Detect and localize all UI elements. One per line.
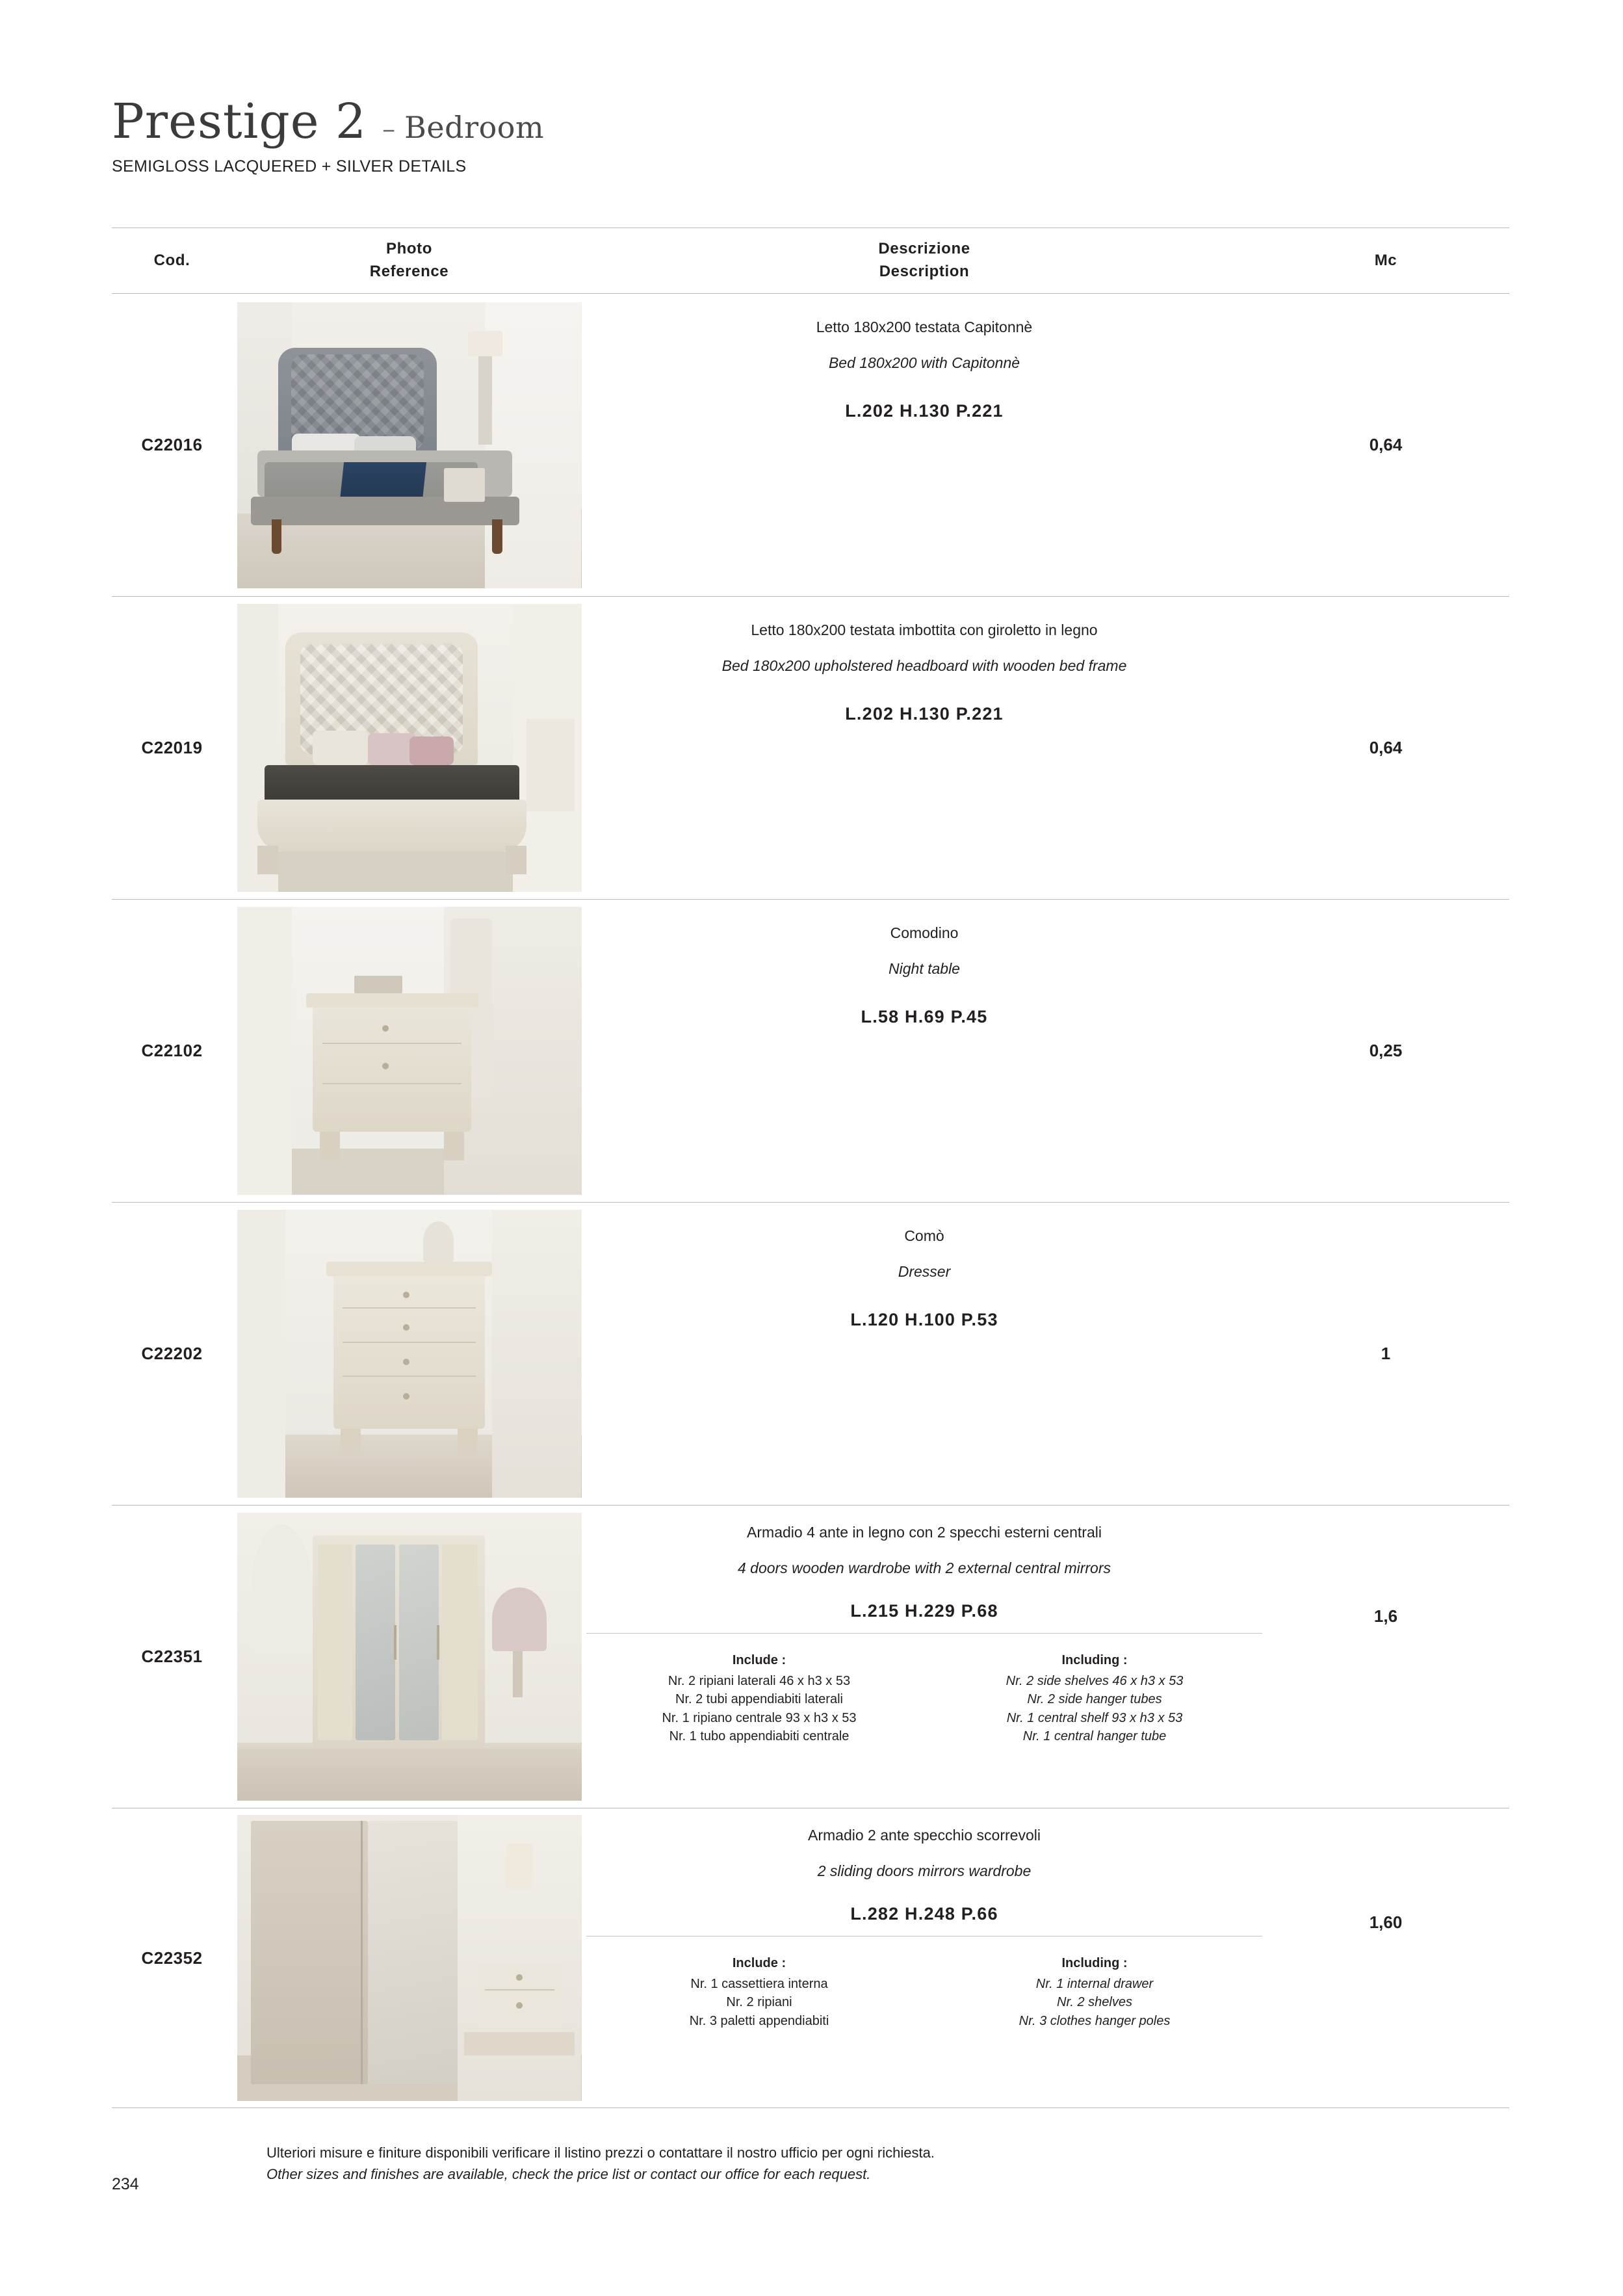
products-table bbox=[112, 228, 1509, 2108]
column-header-mc: Mc bbox=[1374, 251, 1397, 269]
product-dimensions: L.282 H.248 P.66 bbox=[850, 1904, 998, 1924]
table-bottom-rule bbox=[112, 2107, 1509, 2108]
includes-block bbox=[586, 1653, 1262, 1746]
footer-note bbox=[266, 2142, 1436, 2185]
page-header bbox=[112, 94, 1509, 176]
footer-note-italian: Ulteriori misure e finiture disponibili verificare il listino prezzi o contattare il nostro ufficio per ogni richiesta. bbox=[266, 2145, 935, 2161]
includes-line: Nr. 1 cassettiera interna bbox=[690, 1977, 828, 1991]
product-dimensions: L.58 H.69 P.45 bbox=[861, 1007, 988, 1026]
description-english: Dresser bbox=[898, 1262, 951, 1280]
product-volume: 1 bbox=[1381, 1344, 1391, 1363]
description-italian: Comò bbox=[904, 1227, 944, 1244]
column-header-photo-line2: Reference bbox=[369, 263, 449, 280]
page-title-sub: Bedroom bbox=[404, 110, 545, 145]
includes-line: Nr. 1 central shelf 93 x h3 x 53 bbox=[1006, 1710, 1183, 1725]
table-row bbox=[112, 1808, 1509, 2107]
column-header-photo-line1: Photo bbox=[386, 240, 432, 258]
column-header-description bbox=[586, 238, 1262, 283]
description-english: Bed 180x200 with Capitonnè bbox=[828, 354, 1020, 371]
footer-note-english: Other sizes and finishes are available, check the price list or contact our office for each request. bbox=[266, 2166, 871, 2182]
product-volume: 0,64 bbox=[1369, 738, 1403, 757]
product-description bbox=[586, 900, 1262, 1202]
table-row bbox=[112, 1203, 1509, 1505]
product-volume: 0,25 bbox=[1369, 1041, 1403, 1060]
includes-line: Nr. 2 tubi appendiabiti laterali bbox=[675, 1692, 843, 1707]
table-row bbox=[112, 900, 1509, 1202]
column-header-photo bbox=[232, 238, 586, 283]
includes-separator bbox=[586, 1633, 1262, 1634]
product-photo bbox=[232, 1506, 586, 1808]
product-description bbox=[586, 1203, 1262, 1505]
page-title bbox=[112, 94, 1509, 150]
description-italian: Comodino bbox=[890, 924, 959, 941]
product-description bbox=[586, 1506, 1262, 1808]
includes-line: Nr. 1 internal drawer bbox=[1035, 1977, 1154, 1991]
includes-english bbox=[927, 1956, 1262, 2030]
description-english: Night table bbox=[889, 959, 960, 977]
includes-english bbox=[927, 1653, 1262, 1746]
includes-heading-en: Including : bbox=[1061, 1653, 1128, 1667]
product-code: C22202 bbox=[141, 1344, 203, 1363]
product-dimensions: L.202 H.130 P.221 bbox=[845, 704, 1004, 724]
page-subtitle: SEMIGLOSS LACQUERED + SILVER DETAILS bbox=[112, 157, 467, 176]
includes-line: Nr. 2 ripiani laterali 46 x h3 x 53 bbox=[668, 1674, 851, 1688]
includes-line: Nr. 3 paletti appendiabiti bbox=[689, 2013, 829, 2028]
description-english: 4 doors wooden wardrobe with 2 external central mirrors bbox=[738, 1559, 1111, 1576]
product-dimensions: L.202 H.130 P.221 bbox=[845, 401, 1004, 421]
product-photo bbox=[232, 900, 586, 1202]
product-description bbox=[586, 294, 1262, 596]
includes-italian bbox=[591, 1956, 927, 2030]
product-volume: 1,6 bbox=[1373, 1606, 1398, 1626]
description-italian: Armadio 2 ante specchio scorrevoli bbox=[808, 1827, 1041, 1844]
includes-line: Nr. 2 ripiani bbox=[726, 1995, 792, 2010]
product-dimensions: L.215 H.229 P.68 bbox=[850, 1601, 998, 1621]
includes-heading-it: Include : bbox=[732, 1653, 786, 1667]
product-photo bbox=[232, 1203, 586, 1505]
product-code: C22016 bbox=[141, 435, 203, 454]
page-title-dash: – bbox=[382, 114, 396, 144]
product-dimensions: L.120 H.100 P.53 bbox=[850, 1310, 998, 1329]
product-code: C22019 bbox=[141, 738, 203, 757]
description-english: 2 sliding doors mirrors wardrobe bbox=[817, 1862, 1032, 1879]
description-italian: Letto 180x200 testata Capitonnè bbox=[816, 319, 1033, 335]
product-code: C22351 bbox=[141, 1647, 203, 1666]
table-row bbox=[112, 597, 1509, 899]
page-number: 234 bbox=[112, 2175, 139, 2193]
table-row bbox=[112, 294, 1509, 596]
includes-block bbox=[586, 1956, 1262, 2030]
includes-line: Nr. 3 clothes hanger poles bbox=[1019, 2013, 1171, 2028]
product-volume: 0,64 bbox=[1369, 435, 1403, 454]
includes-separator bbox=[586, 1936, 1262, 1937]
includes-line: Nr. 1 tubo appendiabiti centrale bbox=[669, 1729, 850, 1744]
description-italian: Letto 180x200 testata imbottita con giroletto in legno bbox=[751, 621, 1098, 638]
description-italian: Armadio 4 ante in legno con 2 specchi esterni centrali bbox=[747, 1524, 1102, 1541]
includes-heading-en: Including : bbox=[1061, 1956, 1128, 1970]
includes-italian bbox=[591, 1653, 927, 1746]
includes-line: Nr. 2 shelves bbox=[1057, 1995, 1132, 2010]
product-description bbox=[586, 1808, 1262, 2107]
table-row bbox=[112, 1506, 1509, 1808]
includes-line: Nr. 1 central hanger tube bbox=[1022, 1729, 1167, 1744]
column-header-description-en: Description bbox=[879, 263, 970, 280]
column-header-cod: Cod. bbox=[153, 251, 190, 269]
table-header-row bbox=[112, 228, 1509, 293]
product-photo bbox=[232, 294, 586, 596]
includes-line: Nr. 2 side shelves 46 x h3 x 53 bbox=[1006, 1674, 1184, 1688]
page-title-main: Prestige 2 bbox=[112, 94, 367, 150]
includes-line: Nr. 2 side hanger tubes bbox=[1027, 1692, 1162, 1707]
product-photo bbox=[232, 1808, 586, 2107]
product-description bbox=[586, 597, 1262, 899]
product-code: C22352 bbox=[141, 1948, 203, 1968]
includes-line: Nr. 1 ripiano centrale 93 x h3 x 53 bbox=[662, 1710, 857, 1725]
column-header-description-it: Descrizione bbox=[878, 240, 970, 258]
product-photo bbox=[232, 597, 586, 899]
includes-heading-it: Include : bbox=[732, 1956, 786, 1970]
product-volume: 1,60 bbox=[1369, 1912, 1403, 1932]
description-english: Bed 180x200 upholstered headboard with wooden bed frame bbox=[721, 657, 1127, 674]
product-code: C22102 bbox=[141, 1041, 203, 1060]
